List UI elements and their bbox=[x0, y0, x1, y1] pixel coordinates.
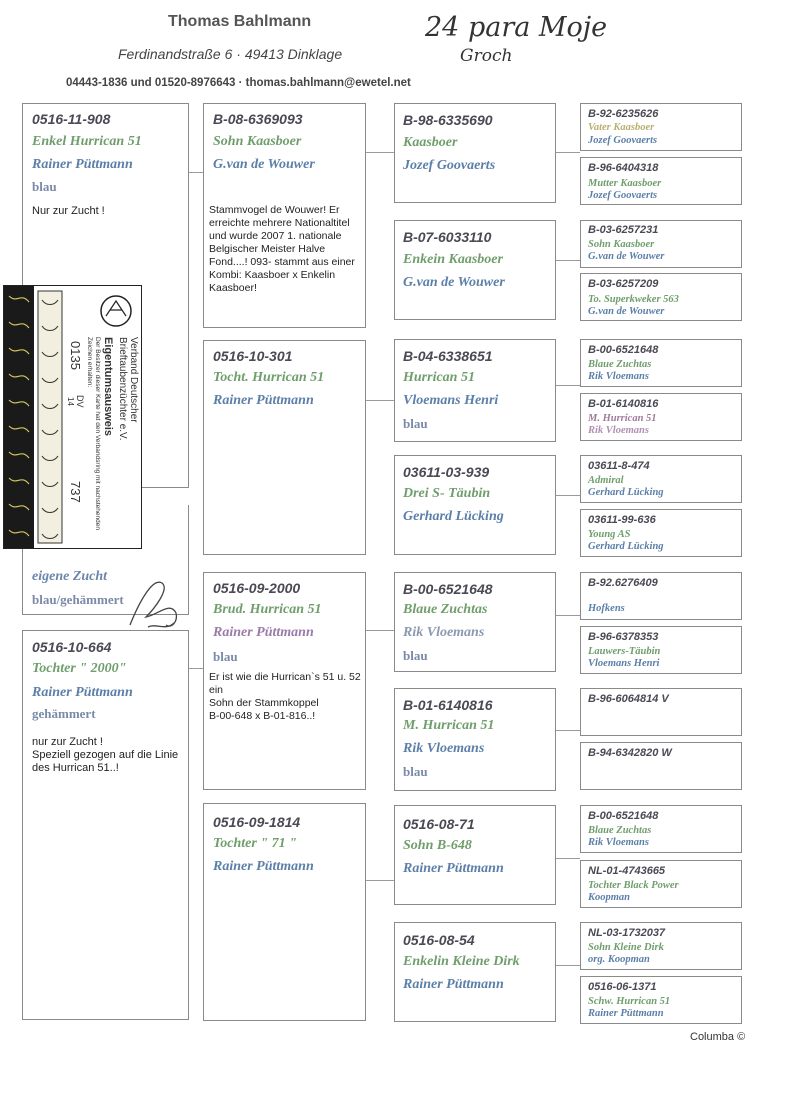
gen4-box-8 bbox=[580, 509, 742, 557]
gen4-box-7 bbox=[580, 455, 742, 503]
dam-ring: 0516-10-664 bbox=[32, 639, 112, 655]
gen3-ring: B-98-6335690 bbox=[403, 112, 493, 128]
gen4-ring: NL-01-4743665 bbox=[588, 865, 666, 877]
gen3-owner: Rainer Püttmann bbox=[403, 861, 504, 876]
gen4-ring: B-92-6235626 bbox=[588, 108, 659, 120]
sire-owner: G.van de Wouwer bbox=[213, 157, 315, 172]
gen3-ring: 0516-08-71 bbox=[403, 816, 475, 832]
gen4-box-16 bbox=[580, 976, 742, 1024]
gen3-name: M. Hurrican 51 bbox=[403, 718, 495, 733]
dam-note: nur zur Zucht ! Speziell gezogen auf die Linie des Hurrican 51..! bbox=[32, 736, 179, 774]
sire-ring: B-08-6369093 bbox=[213, 111, 303, 127]
card-association: Verband Deutscher bbox=[128, 337, 139, 423]
gen4-box-14 bbox=[580, 860, 742, 908]
gen4-ring: B-03-6257231 bbox=[588, 224, 659, 236]
gen4-owner: Koopman bbox=[588, 892, 631, 903]
gen4-ring: B-00-6521648 bbox=[588, 810, 659, 822]
gen3-name: Sohn B-648 bbox=[403, 838, 472, 853]
card-club: 0135 bbox=[68, 341, 83, 370]
gen4-box-9 bbox=[580, 572, 742, 620]
grand-sire-2-color: blau bbox=[213, 649, 238, 664]
grand-dam-2-owner: Rainer Püttmann bbox=[213, 859, 314, 874]
grand-dam-1-ring: 0516-10-301 bbox=[213, 348, 293, 364]
gen4-box-4 bbox=[580, 273, 742, 321]
gen4-ring: B-96-6378353 bbox=[588, 631, 659, 643]
breeder-name: Thomas Bahlmann bbox=[168, 13, 312, 30]
grand-sire-2-owner: Rainer Püttmann bbox=[213, 625, 314, 640]
gen3-owner: Rainer Püttmann bbox=[403, 977, 504, 992]
subject-color: blau bbox=[32, 179, 57, 194]
gen3-ring: B-07-6033110 bbox=[403, 229, 492, 245]
grand-sire-2-ring: 0516-09-2000 bbox=[213, 580, 301, 596]
gen3-name: Enkelin Kleine Dirk bbox=[403, 954, 520, 969]
grand-dam-2-ring: 0516-09-1814 bbox=[213, 814, 301, 830]
gen4-name: Lauwers-Täubin bbox=[588, 646, 661, 657]
gen3-box-3 bbox=[394, 339, 556, 442]
gen3-owner: Gerhard Lücking bbox=[403, 509, 504, 524]
gen4-name: Vater Kaasboer bbox=[588, 122, 655, 133]
gen4-ring: B-03-6257209 bbox=[588, 278, 659, 290]
gen4-box-13 bbox=[580, 805, 742, 853]
handwritten-note-2: Groch bbox=[460, 46, 513, 66]
gen4-box-12 bbox=[580, 742, 742, 790]
gen4-box-3 bbox=[580, 220, 742, 268]
gen4-box-6 bbox=[580, 393, 742, 441]
gen4-owner: G.van de Wouwer bbox=[588, 306, 665, 317]
gen4-ring: B-96-6064814 V bbox=[588, 693, 669, 705]
subject-mid-name: eigene Zucht bbox=[32, 569, 108, 584]
gen4-ring: 03611-99-636 bbox=[588, 514, 656, 526]
gen4-ring: B-01-6140816 bbox=[588, 398, 659, 410]
gen4-box-2 bbox=[580, 157, 742, 205]
gen3-name: Drei S- Täubin bbox=[403, 486, 491, 501]
gen3-color: blau bbox=[403, 648, 428, 663]
dam-color: gehämmert bbox=[32, 706, 96, 721]
gen3-box-7 bbox=[394, 805, 556, 905]
subject-ring: 0516-11-908 bbox=[32, 111, 111, 127]
gen4-name: Mutter Kaasboer bbox=[588, 178, 662, 189]
gen4-name: Blaue Zuchtas bbox=[588, 825, 652, 836]
card-title: Eigentumsausweis bbox=[102, 337, 114, 437]
gen3-ring: B-01-6140816 bbox=[403, 697, 493, 713]
subject-owner: Rainer Püttmann bbox=[32, 157, 133, 172]
gen3-owner: G.van de Wouwer bbox=[403, 275, 505, 290]
gen4-owner: Jozef Goovaerts bbox=[588, 135, 658, 146]
grand-sire-2-box bbox=[203, 572, 366, 790]
gen4-ring: B-96-6404318 bbox=[588, 162, 659, 174]
gen4-name: Sohn Kaasboer bbox=[588, 239, 655, 250]
gen3-name: Blaue Zuchtas bbox=[403, 602, 488, 617]
subject-note: Nur zur Zucht ! bbox=[32, 205, 105, 217]
grand-sire-2-name: Brud. Hurrican 51 bbox=[213, 602, 322, 617]
gen3-color: blau bbox=[403, 764, 428, 779]
gen4-owner: Rainer Püttmann bbox=[588, 1008, 664, 1019]
subject-mid-color: blau/gehämmert bbox=[32, 592, 124, 607]
gen3-owner: Vloemans Henri bbox=[403, 393, 499, 408]
gen3-name: Hurrican 51 bbox=[403, 370, 475, 385]
gen3-box-1 bbox=[394, 103, 556, 203]
gen4-owner: Gerhard Lücking bbox=[588, 541, 664, 552]
handwritten-note: 24 para Moje bbox=[425, 12, 608, 43]
card-number: 737 bbox=[68, 481, 83, 503]
gen4-ring: B-00-6521648 bbox=[588, 344, 659, 356]
gen4-name: Tochter Black Power bbox=[588, 880, 679, 891]
gen4-owner: Hofkens bbox=[588, 603, 625, 614]
dam-box bbox=[22, 630, 189, 1020]
signature bbox=[118, 565, 188, 640]
gen4-name: To. Superkweker 563 bbox=[588, 294, 679, 305]
gen3-name: Enkein Kaasboer bbox=[403, 252, 503, 267]
gen4-name: Admiral bbox=[588, 475, 624, 486]
gen3-name: Kaasboer bbox=[403, 135, 458, 150]
sire-note: Stammvogel de Wouwer! Er erreichte mehrere Nationaltitel und wurde 2007 1. nationale Belgischer Meister Halve Fond....! 093- stammt aus einer Kombi: Kaasboer x Enkelin Kaasboer! bbox=[209, 204, 355, 294]
gen4-name: Sohn Kleine Dirk bbox=[588, 942, 664, 953]
sire-box bbox=[203, 103, 366, 328]
breeder-address: Ferdinandstraße 6 · 49413 Dinklage bbox=[118, 46, 343, 62]
gen4-owner: org. Koopman bbox=[588, 954, 650, 965]
gen4-ring: NL-03-1732037 bbox=[588, 927, 666, 939]
gen4-owner: Jozef Goovaerts bbox=[588, 190, 658, 201]
gen3-ring: B-04-6338651 bbox=[403, 348, 493, 364]
gen3-owner: Rik Vloemans bbox=[403, 625, 485, 640]
gen4-box-5 bbox=[580, 339, 742, 387]
grand-dam-1-box bbox=[203, 340, 366, 555]
card-dv: DV bbox=[75, 395, 85, 408]
gen4-owner: Gerhard Lücking bbox=[588, 487, 664, 498]
breeder-contact: 04443-1836 und 01520-8976643 · thomas.bahlmann@ewetel.net bbox=[66, 77, 411, 89]
grand-dam-2-name: Tochter " 71 " bbox=[213, 836, 297, 851]
gen4-box-1 bbox=[580, 103, 742, 151]
gen3-box-4 bbox=[394, 455, 556, 555]
grand-sire-2-note: Er ist wie die Hurrican`s 51 u. 52 ein Sohn der Stammkoppel B-00-648 x B-01-816..! bbox=[209, 671, 361, 722]
ownership-card bbox=[3, 285, 142, 549]
gen4-ring: B-92.6276409 bbox=[588, 577, 658, 589]
gen4-owner: Rik Vloemans bbox=[588, 371, 649, 382]
gen4-box-10 bbox=[580, 626, 742, 674]
gen3-color: blau bbox=[403, 416, 428, 431]
gen3-ring: 03611-03-939 bbox=[403, 464, 490, 480]
sire-name: Sohn Kaasboer bbox=[213, 134, 302, 149]
dam-owner: Rainer Püttmann bbox=[32, 685, 133, 700]
gen3-ring: B-00-6521648 bbox=[403, 581, 493, 597]
gen3-box-5 bbox=[394, 572, 556, 672]
gen3-box-6 bbox=[394, 688, 556, 791]
grand-dam-1-owner: Rainer Püttmann bbox=[213, 393, 314, 408]
gen3-ring: 0516-08-54 bbox=[403, 932, 475, 948]
dam-name: Tochter " 2000" bbox=[32, 661, 127, 676]
gen4-name: Blaue Zuchtas bbox=[588, 359, 652, 370]
subject-name: Enkel Hurrican 51 bbox=[32, 134, 142, 149]
card-association-2: Brieftaubenzüchter e.V. bbox=[117, 337, 128, 441]
gen3-owner: Jozef Goovaerts bbox=[403, 158, 496, 173]
gen4-name: Schw. Hurrican 51 bbox=[588, 996, 671, 1007]
grand-dam-1-name: Tocht. Hurrican 51 bbox=[213, 370, 325, 385]
card-text: Der Besitzer dieser Karte hat den Verbandsring mit nachstehenden Zeichen erhalten: bbox=[86, 337, 101, 530]
grand-dam-2-box bbox=[203, 803, 366, 1021]
gen4-ring: B-94-6342820 W bbox=[588, 747, 672, 759]
gen3-owner: Rik Vloemans bbox=[403, 741, 485, 756]
gen3-box-8 bbox=[394, 922, 556, 1022]
footer-brand: Columba © bbox=[690, 1031, 746, 1043]
gen4-name: Young AS bbox=[588, 529, 631, 540]
gen4-owner: G.van de Wouwer bbox=[588, 251, 665, 262]
gen4-ring: 03611-8-474 bbox=[588, 460, 650, 472]
gen4-name: M. Hurrican 51 bbox=[588, 413, 657, 424]
gen3-box-2 bbox=[394, 220, 556, 320]
gen4-owner: Vloemans Henri bbox=[588, 658, 660, 669]
gen4-box-15 bbox=[580, 922, 742, 970]
card-year: 14 bbox=[66, 397, 75, 406]
gen4-owner: Rik Vloemans bbox=[588, 425, 649, 436]
gen4-owner: Rik Vloemans bbox=[588, 837, 649, 848]
gen4-box-11 bbox=[580, 688, 742, 736]
gen4-ring: 0516-06-1371 bbox=[588, 981, 657, 993]
